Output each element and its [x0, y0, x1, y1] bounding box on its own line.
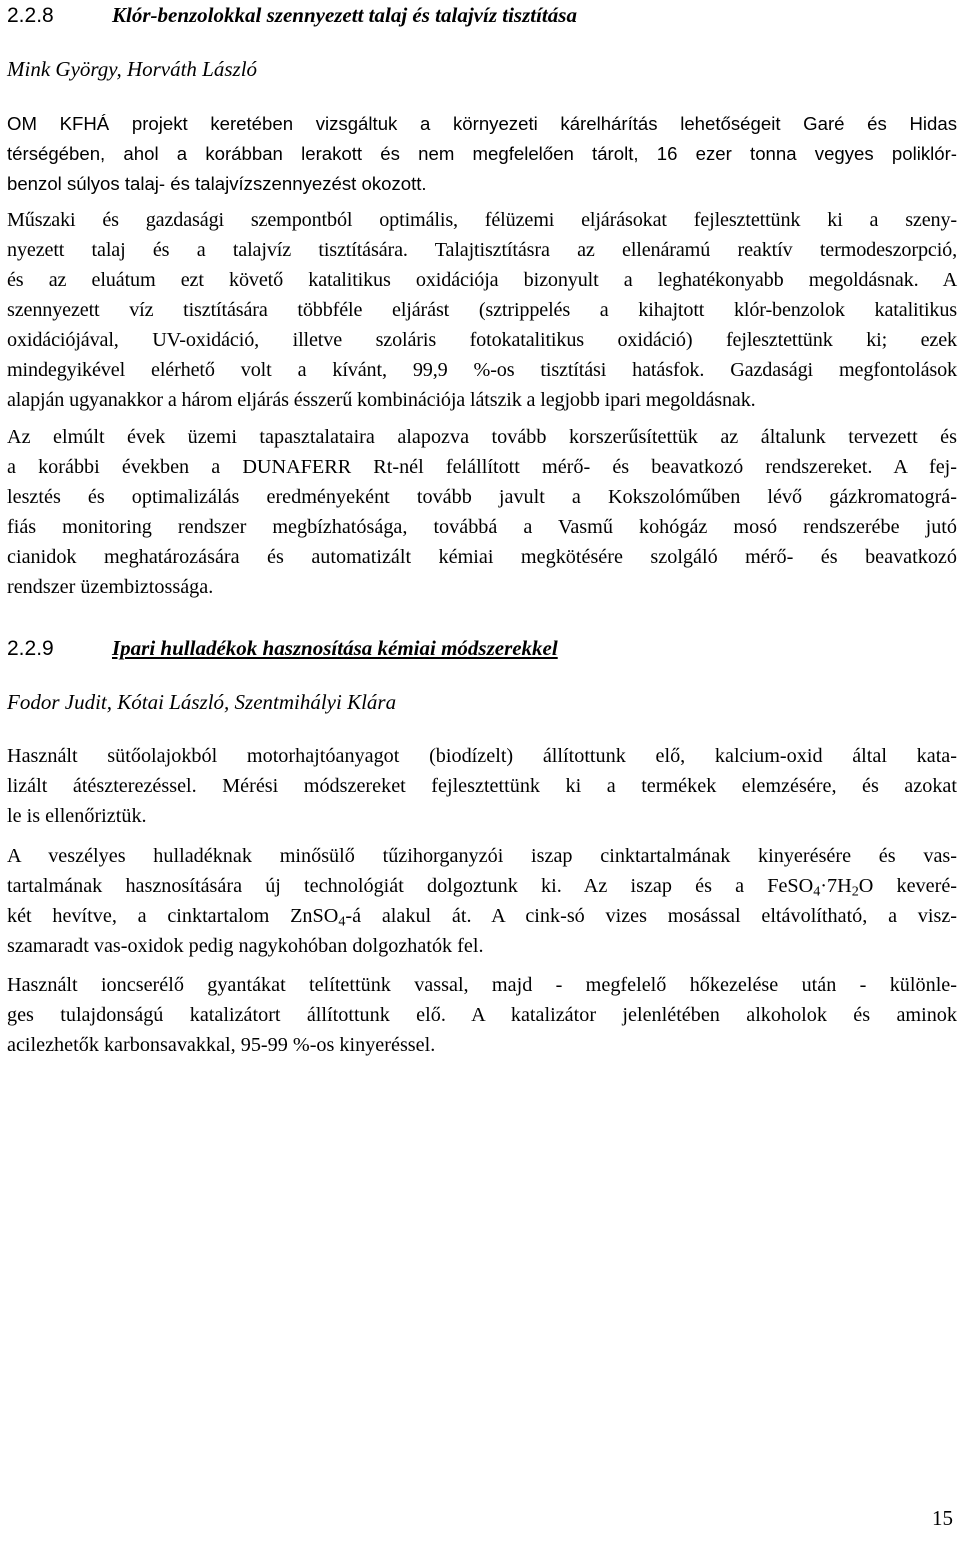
- subscript: 4: [813, 883, 821, 900]
- paragraph: [7, 741, 957, 831]
- text-line: le is ellenőriztük.: [7, 805, 147, 827]
- text-line: [7, 871, 957, 901]
- text-line: A veszélyes hulladéknak minősülő tűzihorganyzói iszap cinktartalmának kinyerésére és vas-: [7, 845, 957, 867]
- text-line: ges tulajdonságú katalizátort állítottunk elő. A katalizátor jelenlétében alkoholok és aminok: [7, 1004, 957, 1026]
- paragraph: [7, 422, 957, 602]
- text-line: Használt ioncserélő gyantákat telítettünk vassal, majd - megfelelő hőkezelése után - különle-: [7, 974, 957, 996]
- text-segment: ·7H: [820, 875, 852, 897]
- text-line: és az eluátum ezt követő katalitikus oxidációja bizonyult a leghatékonyabb megoldásnak. A: [7, 269, 957, 291]
- text-line: nyezett talaj és a talajvíz tisztítására. Talajtisztításra az ellenáramú reaktív termodeszorpció,: [7, 239, 957, 261]
- text-line: lesztés és optimalizálás eredményeként tovább javult a Kokszolóműben lévő gázkromatográ-: [7, 486, 957, 508]
- paragraph: [7, 109, 957, 199]
- section-number: 2.2.9: [7, 637, 54, 660]
- subscript: 4: [338, 913, 346, 930]
- text-line: benzol súlyos talaj- és talajvízszennyezést okozott.: [7, 173, 427, 194]
- text-line: Műszaki és gazdasági szempontból optimális, félüzemi eljárásokat fejlesztettünk ki a szeny-: [7, 209, 957, 231]
- text-line: Használt sütőolajokból motorhajtóanyagot (biodízelt) állítottunk elő, kalcium-oxid által kata-: [7, 745, 957, 767]
- text-line: oxidációjával, UV-oxidáció, illetve szoláris fotokatalitikus oxidáció) fejlesztettünk ki; ezek: [7, 329, 957, 351]
- paragraph: [7, 205, 957, 415]
- page-number: 15: [932, 1506, 953, 1530]
- section-title: Ipari hulladékok hasznosítása kémiai módszerekkel: [112, 636, 558, 660]
- text-line: a korábbi években a DUNAFERR Rt-nél felállított mérő- és beavatkozó rendszereket. A fej-: [7, 456, 957, 478]
- text-segment: két hevítve, a cinktartalom ZnSO: [7, 905, 339, 927]
- text-line: szennyezett víz tisztítására többféle eljárást (sztrippelés a kihajtott klór-benzolok katalitikus: [7, 299, 957, 321]
- text-line: Az elmúlt évek üzemi tapasztalataira alapozva tovább korszerűsítettük az általunk tervezett és: [7, 426, 957, 448]
- section-title: Klór-benzolokkal szennyezett talaj és talajvíz tisztítása: [112, 3, 577, 27]
- section-number: 2.2.8: [7, 4, 54, 27]
- text-line: rendszer üzembiztossága.: [7, 576, 214, 598]
- text-line: cianidok meghatározására és automatizált kémiai megkötésére szolgáló mérő- és beavatkozó: [7, 546, 957, 568]
- text-line: alapján ugyanakkor a három eljárás ésszerű kombinációja látszik a legjobb ipari megoldásnak.: [7, 389, 756, 411]
- text-line: térségében, ahol a korábban lerakott és nem megfelelően tárolt, 16 ezer tonna vegyes poliklór-: [7, 143, 957, 164]
- text-line: OM KFHÁ projekt keretében vizsgáltuk a környezeti kárelhárítás lehetőségeit Garé és Hidas: [7, 113, 957, 134]
- text-line: lizált átészterezéssel. Mérési módszereket fejlesztettünk ki a termékek elemzésére, és azokat: [7, 775, 957, 797]
- section-authors: Mink György, Horváth László: [7, 57, 258, 81]
- section-heading-228: [7, 2, 577, 29]
- paragraph: [7, 970, 957, 1060]
- text-line: acilezhetők karbonsavakkal, 95-99 %-os kinyeréssel.: [7, 1034, 436, 1056]
- section-heading-229: [7, 635, 558, 662]
- text-line: mindegyikével elérhető volt a kívánt, 99,9 %-os tisztítási hatásfok. Gazdasági megfontolások: [7, 359, 957, 381]
- text-segment: O keveré-: [858, 875, 958, 897]
- text-segment: -á alakul át. A cink-só vizes mosással eltávolítható, a visz-: [345, 905, 958, 927]
- paragraph: [7, 841, 957, 961]
- text-segment: tartalmának hasznosítására új technológiát dolgoztunk ki. Az iszap és a FeSO: [7, 875, 814, 897]
- section-authors: Fodor Judit, Kótai László, Szentmihályi Klára: [7, 690, 397, 714]
- subscript: 2: [851, 883, 859, 900]
- text-line: [7, 901, 957, 931]
- text-line: szamaradt vas-oxidok pedig nagykohóban dolgozhatók fel.: [7, 935, 484, 957]
- text-line: fiás monitoring rendszer megbízhatósága, továbbá a Vasmű kohógáz mosó rendszerébe jutó: [7, 516, 957, 538]
